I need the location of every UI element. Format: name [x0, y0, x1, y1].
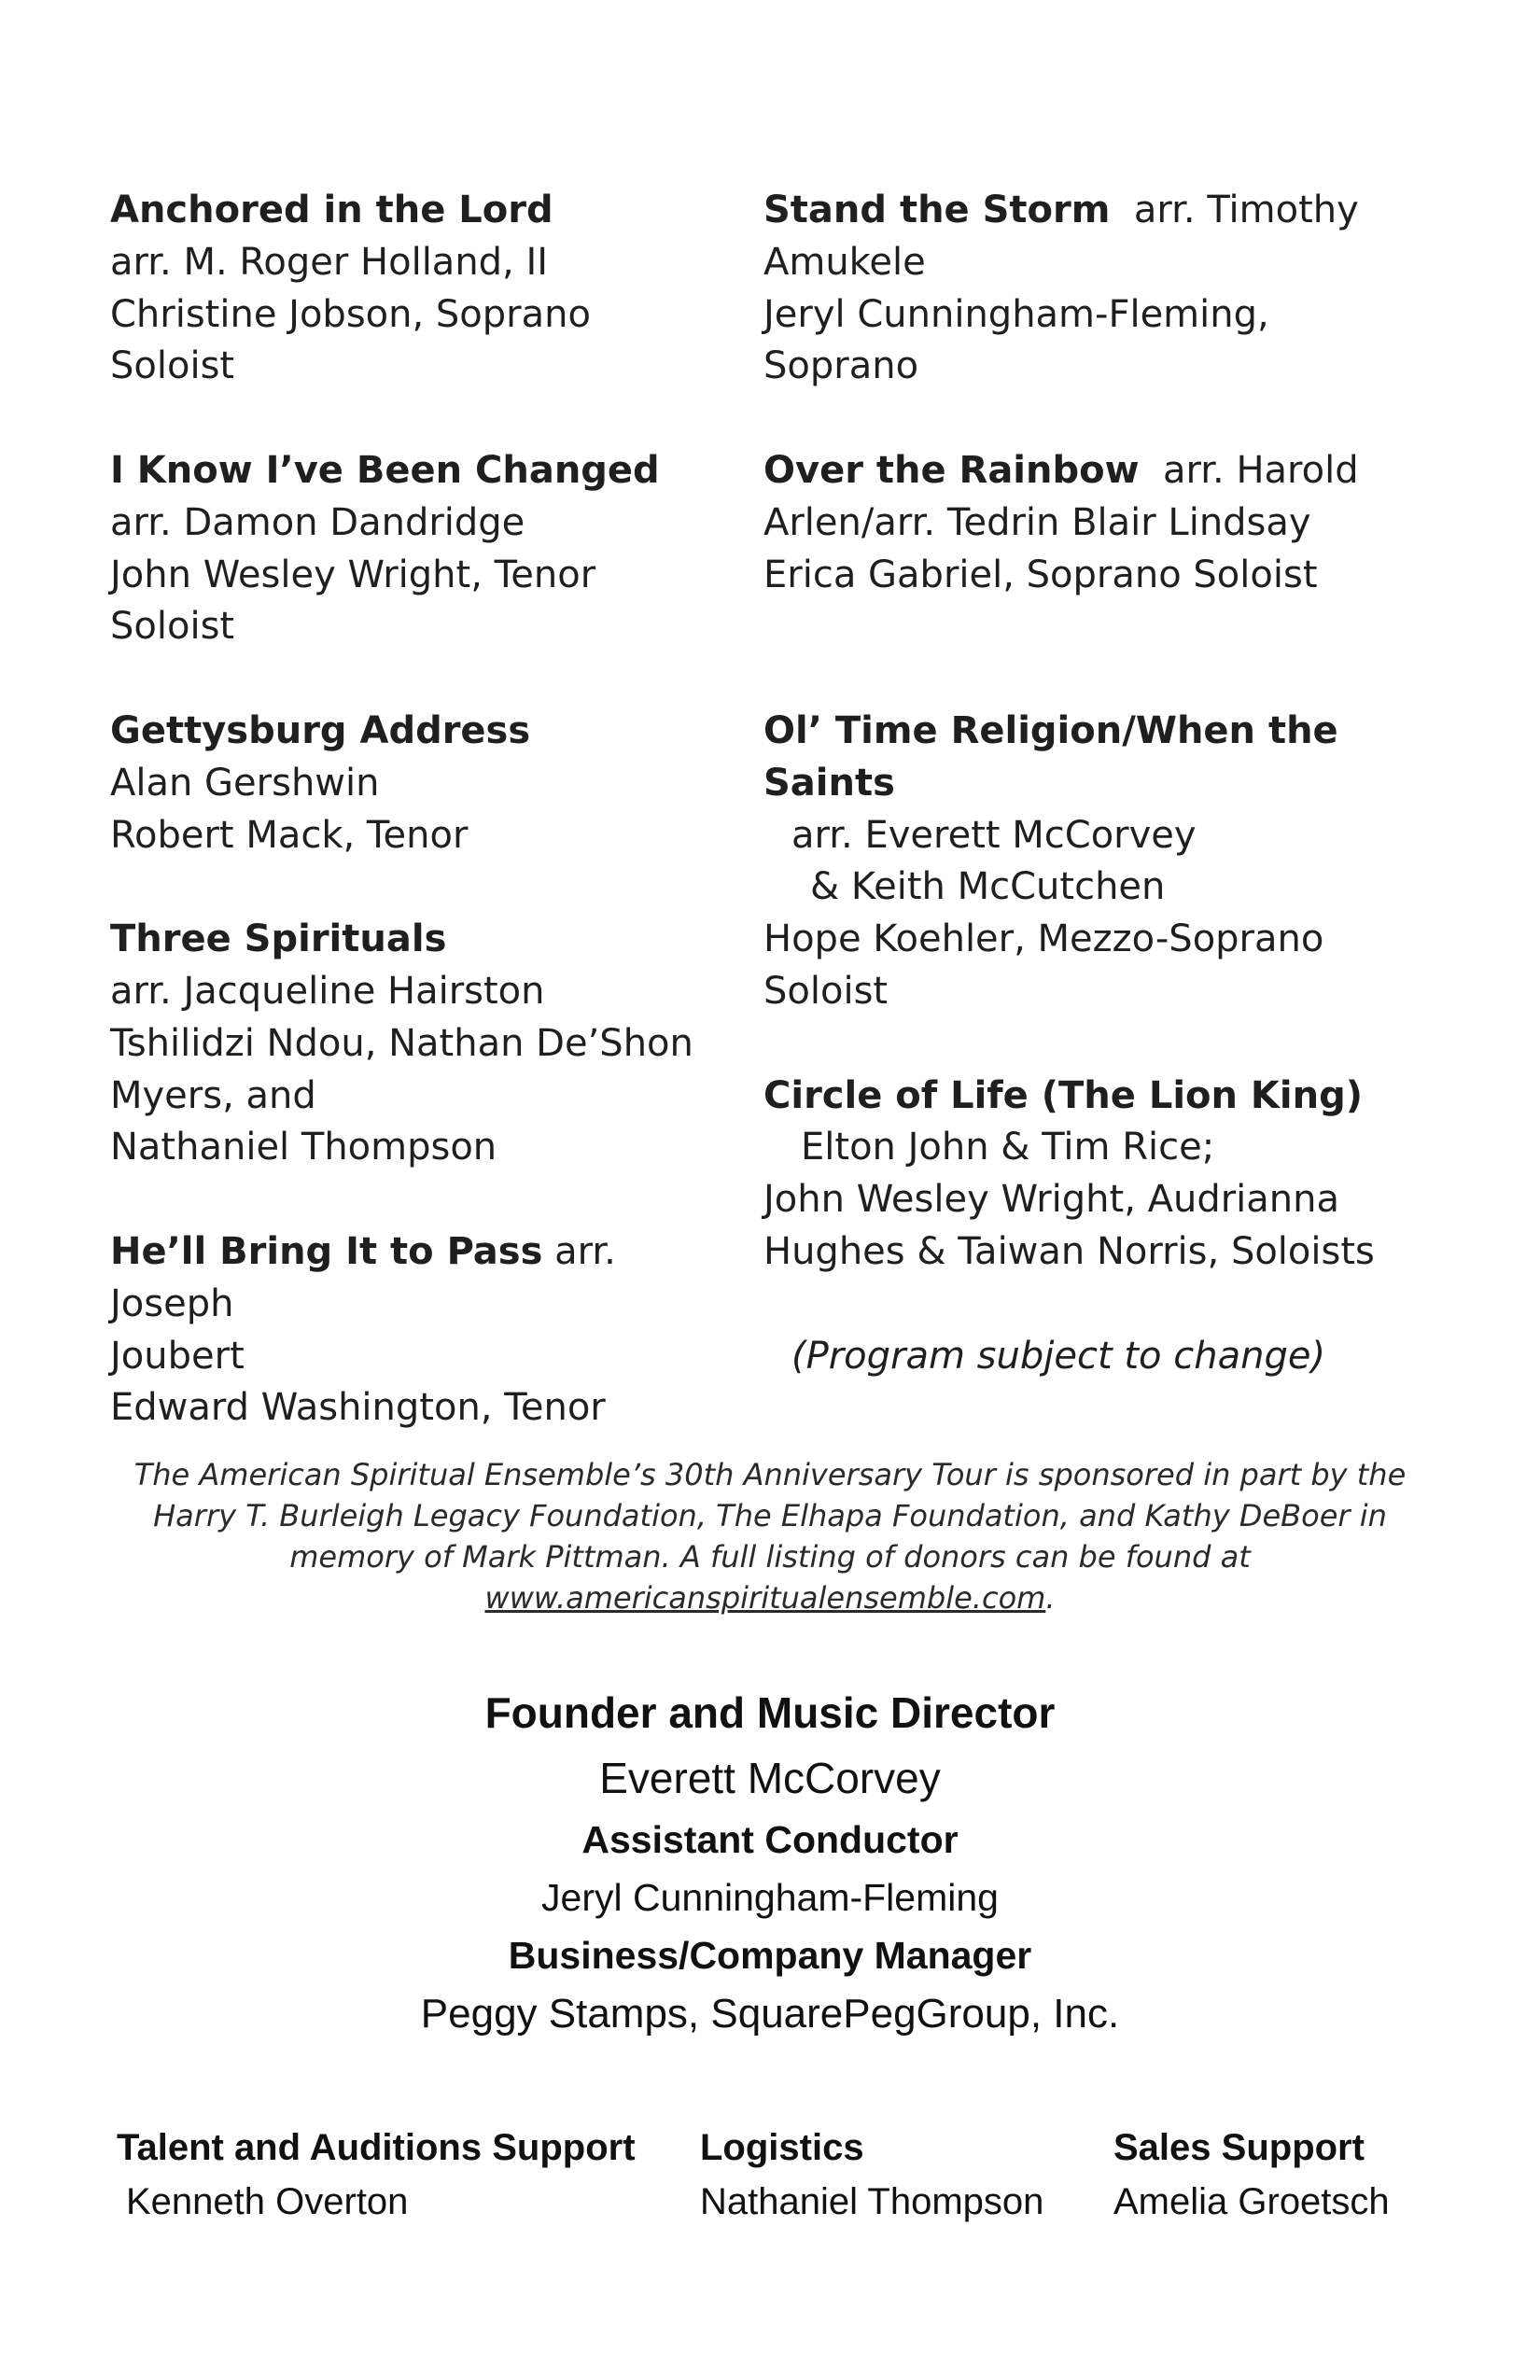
- program-item: [763, 1071, 1417, 1279]
- piece-title: He’ll Bring It to Pass: [110, 1229, 543, 1273]
- program-item: [110, 445, 726, 653]
- piece-line: Hughes & Taiwan Norris, Soloists: [763, 1229, 1375, 1273]
- piece-line: & Keith McCutchen: [810, 865, 1166, 909]
- program-item: [110, 1226, 726, 1435]
- founder-role: Founder and Music Director: [484, 1688, 1056, 1737]
- sponsor-end: .: [1045, 1580, 1056, 1616]
- assistant-name: Jeryl Cunningham-Fleming: [541, 1876, 999, 1919]
- piece-title: Anchored in the Lord: [110, 189, 553, 231]
- manager-name: Peggy Stamps, SquarePegGroup, Inc.: [420, 1991, 1120, 2037]
- piece-arranger: arr. Harold: [1139, 448, 1359, 492]
- logistics-support: [700, 2121, 1043, 2229]
- piece-title: Over the Rainbow: [763, 448, 1140, 492]
- logistics-name: Nathaniel Thompson: [700, 2181, 1044, 2222]
- program-right-column: [763, 185, 1417, 1382]
- program-item: [110, 185, 726, 393]
- piece-arranger: arr. Joseph: [110, 1229, 628, 1325]
- sales-heading: Sales Support: [1113, 2127, 1365, 2168]
- website-link[interactable]: www.americanspiritualensemble.com: [484, 1580, 1046, 1616]
- piece-title: Stand the Storm: [763, 189, 1111, 231]
- program-item: [110, 706, 726, 861]
- sponsor-text: The American Spiritual Ensemble’s 30th Anniversary Tour is sponsored in part by the Harry T. Burleigh Legacy Foundation, The Elhapa Foundation, and Kathy DeBoer in memory of Mark Pittman. A full listing of donors can be found at: [133, 1457, 1407, 1575]
- piece-line: Joubert: [110, 1334, 245, 1378]
- piece-line: Amukele: [763, 240, 926, 284]
- program-item: [763, 706, 1417, 1018]
- piece-line: John Wesley Wright, Tenor: [110, 553, 596, 596]
- piece-line: Edward Washington, Tenor: [110, 1386, 606, 1430]
- program-item: [763, 185, 1417, 393]
- assistant-role: Assistant Conductor: [581, 1818, 959, 1861]
- piece-arranger: arr. Timothy: [1110, 189, 1359, 231]
- piece-title: Gettysburg Address: [110, 708, 531, 752]
- talent-name: Kenneth Overton: [126, 2181, 409, 2222]
- piece-title: I Know I’ve Been Changed: [110, 448, 660, 492]
- founder-name: Everett McCorvey: [599, 1754, 941, 1802]
- piece-line: Tshilidzi Ndou, Nathan De’Shon: [110, 1021, 693, 1065]
- piece-title: Ol’ Time Religion/When the: [763, 708, 1338, 752]
- talent-support: [117, 2121, 636, 2229]
- piece-line: Erica Gabriel, Soprano Soloist: [763, 553, 1318, 596]
- piece-line: Alan Gershwin: [110, 761, 380, 805]
- piece-line: Robert Mack, Tenor: [110, 813, 469, 857]
- sales-name: Amelia Groetsch: [1113, 2181, 1390, 2222]
- piece-line: Hope Koehler, Mezzo-Soprano: [763, 917, 1324, 961]
- piece-line: Christine Jobson, Soprano: [110, 292, 591, 336]
- piece-line: Myers, and: [110, 1073, 316, 1117]
- piece-line: Soloist: [763, 969, 889, 1013]
- piece-line: arr. Jacqueline Hairston: [110, 969, 545, 1013]
- piece-line: Jeryl Cunningham-Fleming,: [763, 292, 1269, 336]
- piece-title: Three Spirituals: [110, 917, 447, 961]
- program-item: [763, 445, 1417, 653]
- piece-line: Elton John & Tim Rice;: [801, 1126, 1215, 1169]
- staff-credits: [0, 1680, 1540, 2044]
- talent-heading: Talent and Auditions Support: [117, 2127, 636, 2168]
- logistics-heading: Logistics: [700, 2127, 864, 2168]
- piece-line: Arlen/arr. Tedrin Blair Lindsay: [763, 500, 1311, 544]
- piece-line: Soloist: [110, 605, 235, 649]
- sponsor-statement: [103, 1454, 1437, 1618]
- piece-line: arr. M. Roger Holland, II: [110, 240, 549, 284]
- piece-line: arr. Everett McCorvey: [791, 813, 1197, 857]
- sales-support: [1113, 2121, 1390, 2229]
- piece-line: John Wesley Wright, Audrianna: [763, 1178, 1340, 1222]
- program-item: [110, 914, 726, 1174]
- piece-title-cont: Saints: [763, 761, 895, 805]
- piece-line: Nathaniel Thompson: [110, 1126, 497, 1169]
- piece-title: Circle of Life (The Lion King): [763, 1073, 1364, 1117]
- program-left-column: [110, 185, 726, 1487]
- piece-line: arr. Damon Dandridge: [110, 500, 525, 544]
- program-note: (Program subject to change): [791, 1334, 1326, 1378]
- manager-role: Business/Company Manager: [508, 1934, 1032, 1977]
- piece-line: Soloist: [110, 344, 235, 388]
- piece-line: Soprano: [763, 344, 919, 388]
